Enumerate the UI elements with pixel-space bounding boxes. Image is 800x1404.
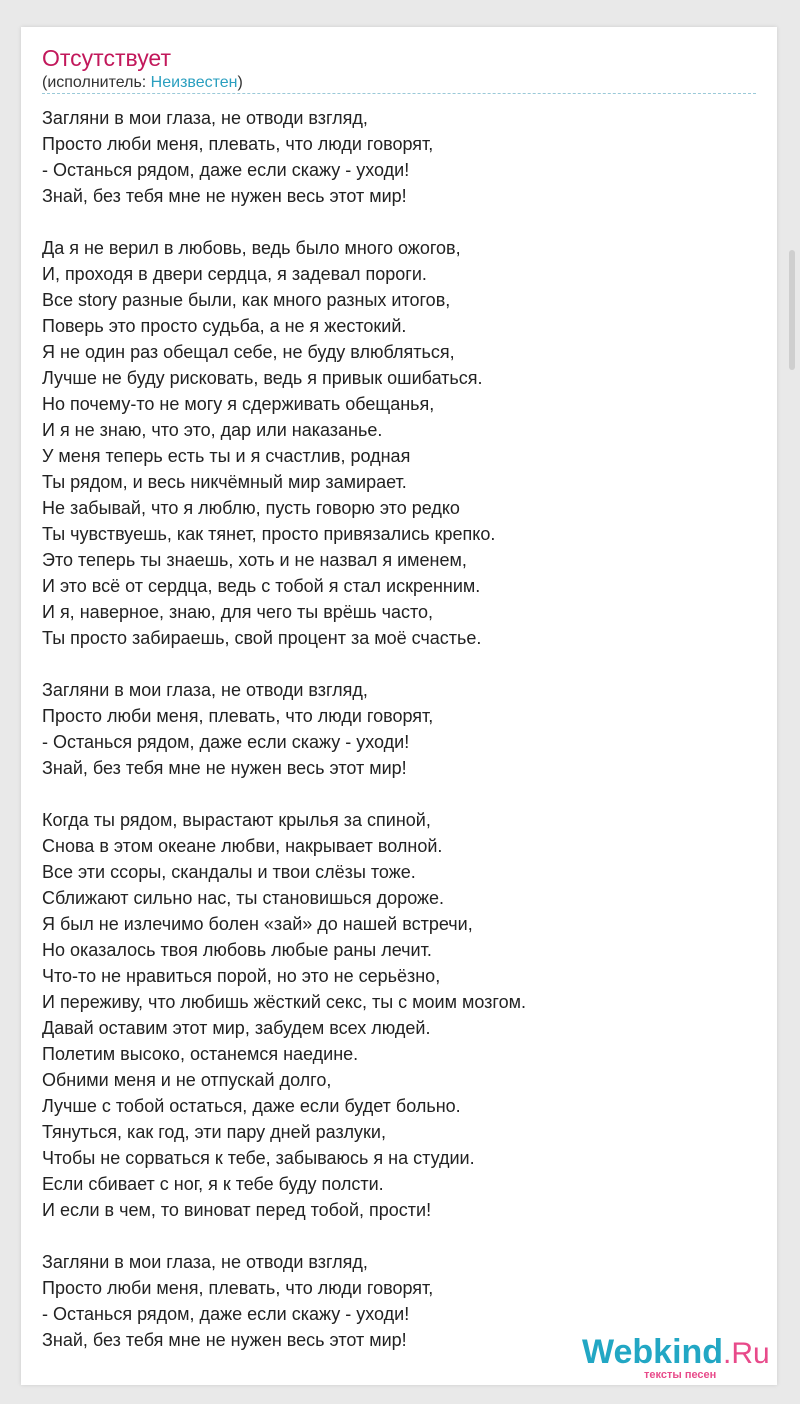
lyric-line: Все эти ссоры, скандалы и твои слёзы тоже. [42,862,416,882]
scrollbar-thumb[interactable] [789,250,795,370]
lyric-line: Знай, без тебя мне не нужен весь этот мир! [42,1330,407,1350]
lyrics-card [21,27,777,1385]
lyric-line: Знай, без тебя мне не нужен весь этот мир! [42,758,407,778]
lyric-line: Да я не верил в любовь, ведь было много ожогов, [42,238,461,258]
lyric-line: И переживу, что любишь жёсткий секс, ты с моим мозгом. [42,992,526,1012]
webkind-logo[interactable] [582,1332,782,1390]
lyric-line: Тянуться, как год, эти пару дней разлуки, [42,1122,386,1142]
lyric-line: И это всё от сердца, ведь с тобой я стал искренним. [42,576,481,596]
lyric-line: Сближают сильно нас, ты становишься дороже. [42,888,445,908]
artist-suffix: ) [237,74,243,91]
lyric-line: Ты рядом, и весь никчёмный мир замирает. [42,472,407,492]
lyric-line: Просто люби меня, плевать, что люди говорят, [42,1278,434,1298]
logo-tld: .Ru [723,1337,770,1370]
lyric-line: У меня теперь есть ты и я счастлив, родная [42,446,411,466]
stanza [42,677,756,781]
lyric-line: И я не знаю, что это, дар или наказанье. [42,420,383,440]
lyric-line: Загляни в мои глаза, не отводи взгляд, [42,680,368,700]
lyric-line: Но почему-то не могу я сдерживать обещанья, [42,394,435,414]
lyric-line: Я был не излечимо болен «зай» до нашей встречи, [42,914,473,934]
lyric-line: Лучше с тобой остаться, даже если будет больно. [42,1096,461,1116]
header-divider [42,93,756,94]
artist-line [42,73,243,93]
lyric-line: Все story разные были, как много разных итогов, [42,290,451,310]
lyric-line: Давай оставим этот мир, забудем всех людей. [42,1018,431,1038]
lyric-line: Снова в этом океане любви, накрывает волной. [42,836,443,856]
stanza [42,105,756,209]
lyric-line: Ты просто забираешь, свой процент за моё счастье. [42,628,482,648]
lyric-line: - Останься рядом, даже если скажу - уходи! [42,160,410,180]
artist-link[interactable]: Неизвестен [150,74,238,91]
lyric-line: Лучше не буду рисковать, ведь я привык ошибаться. [42,368,483,388]
lyric-line: - Останься рядом, даже если скажу - уходи! [42,1304,410,1324]
lyric-line: Просто люби меня, плевать, что люди говорят, [42,706,434,726]
artist-prefix: (исполнитель: [42,74,151,91]
logo-tagline: тексты песен [644,1369,717,1381]
lyric-line: И, проходя в двери сердца, я задевал пороги. [42,264,427,284]
lyric-line: Чтобы не сорваться к тебе, забываюсь я на студии. [42,1148,475,1168]
logo-main-text: Webkind [582,1333,724,1371]
lyric-line: Что-то не нравиться порой, но это не серьёзно, [42,966,441,986]
lyric-line: И я, наверное, знаю, для чего ты врёшь часто, [42,602,434,622]
lyric-line: Просто люби меня, плевать, что люди говорят, [42,134,434,154]
lyric-line: - Останься рядом, даже если скажу - уходи! [42,732,410,752]
lyric-line: Я не один раз обещал себе, не буду влюбляться, [42,342,455,362]
lyric-line: И если в чем, то виноват перед тобой, прости! [42,1200,432,1220]
lyric-line: Поверь это просто судьба, а не я жестокий. [42,316,407,336]
lyrics-text [42,105,756,1379]
lyric-line: Но оказалось твоя любовь любые раны лечит. [42,940,432,960]
lyric-line: Не забывай, что я люблю, пусть говорю это редко [42,498,460,518]
logo-wordmark [582,1332,770,1374]
lyric-line: Полетим высоко, останемся наедине. [42,1044,359,1064]
lyric-line: Это теперь ты знаешь, хоть и не назвал я именем, [42,550,467,570]
lyric-line: Загляни в мои глаза, не отводи взгляд, [42,1252,368,1272]
stanza [42,807,756,1223]
stanza [42,235,756,651]
lyric-line: Загляни в мои глаза, не отводи взгляд, [42,108,368,128]
song-title: Отсутствует [42,45,171,71]
lyric-line: Знай, без тебя мне не нужен весь этот мир! [42,186,407,206]
lyric-line: Обними меня и не отпускай долго, [42,1070,332,1090]
lyric-line: Ты чувствуешь, как тянет, просто привязались крепко. [42,524,496,544]
lyric-line: Когда ты рядом, вырастают крылья за спиной, [42,810,431,830]
lyric-line: Если сбивает с ног, я к тебе буду полсти. [42,1174,384,1194]
